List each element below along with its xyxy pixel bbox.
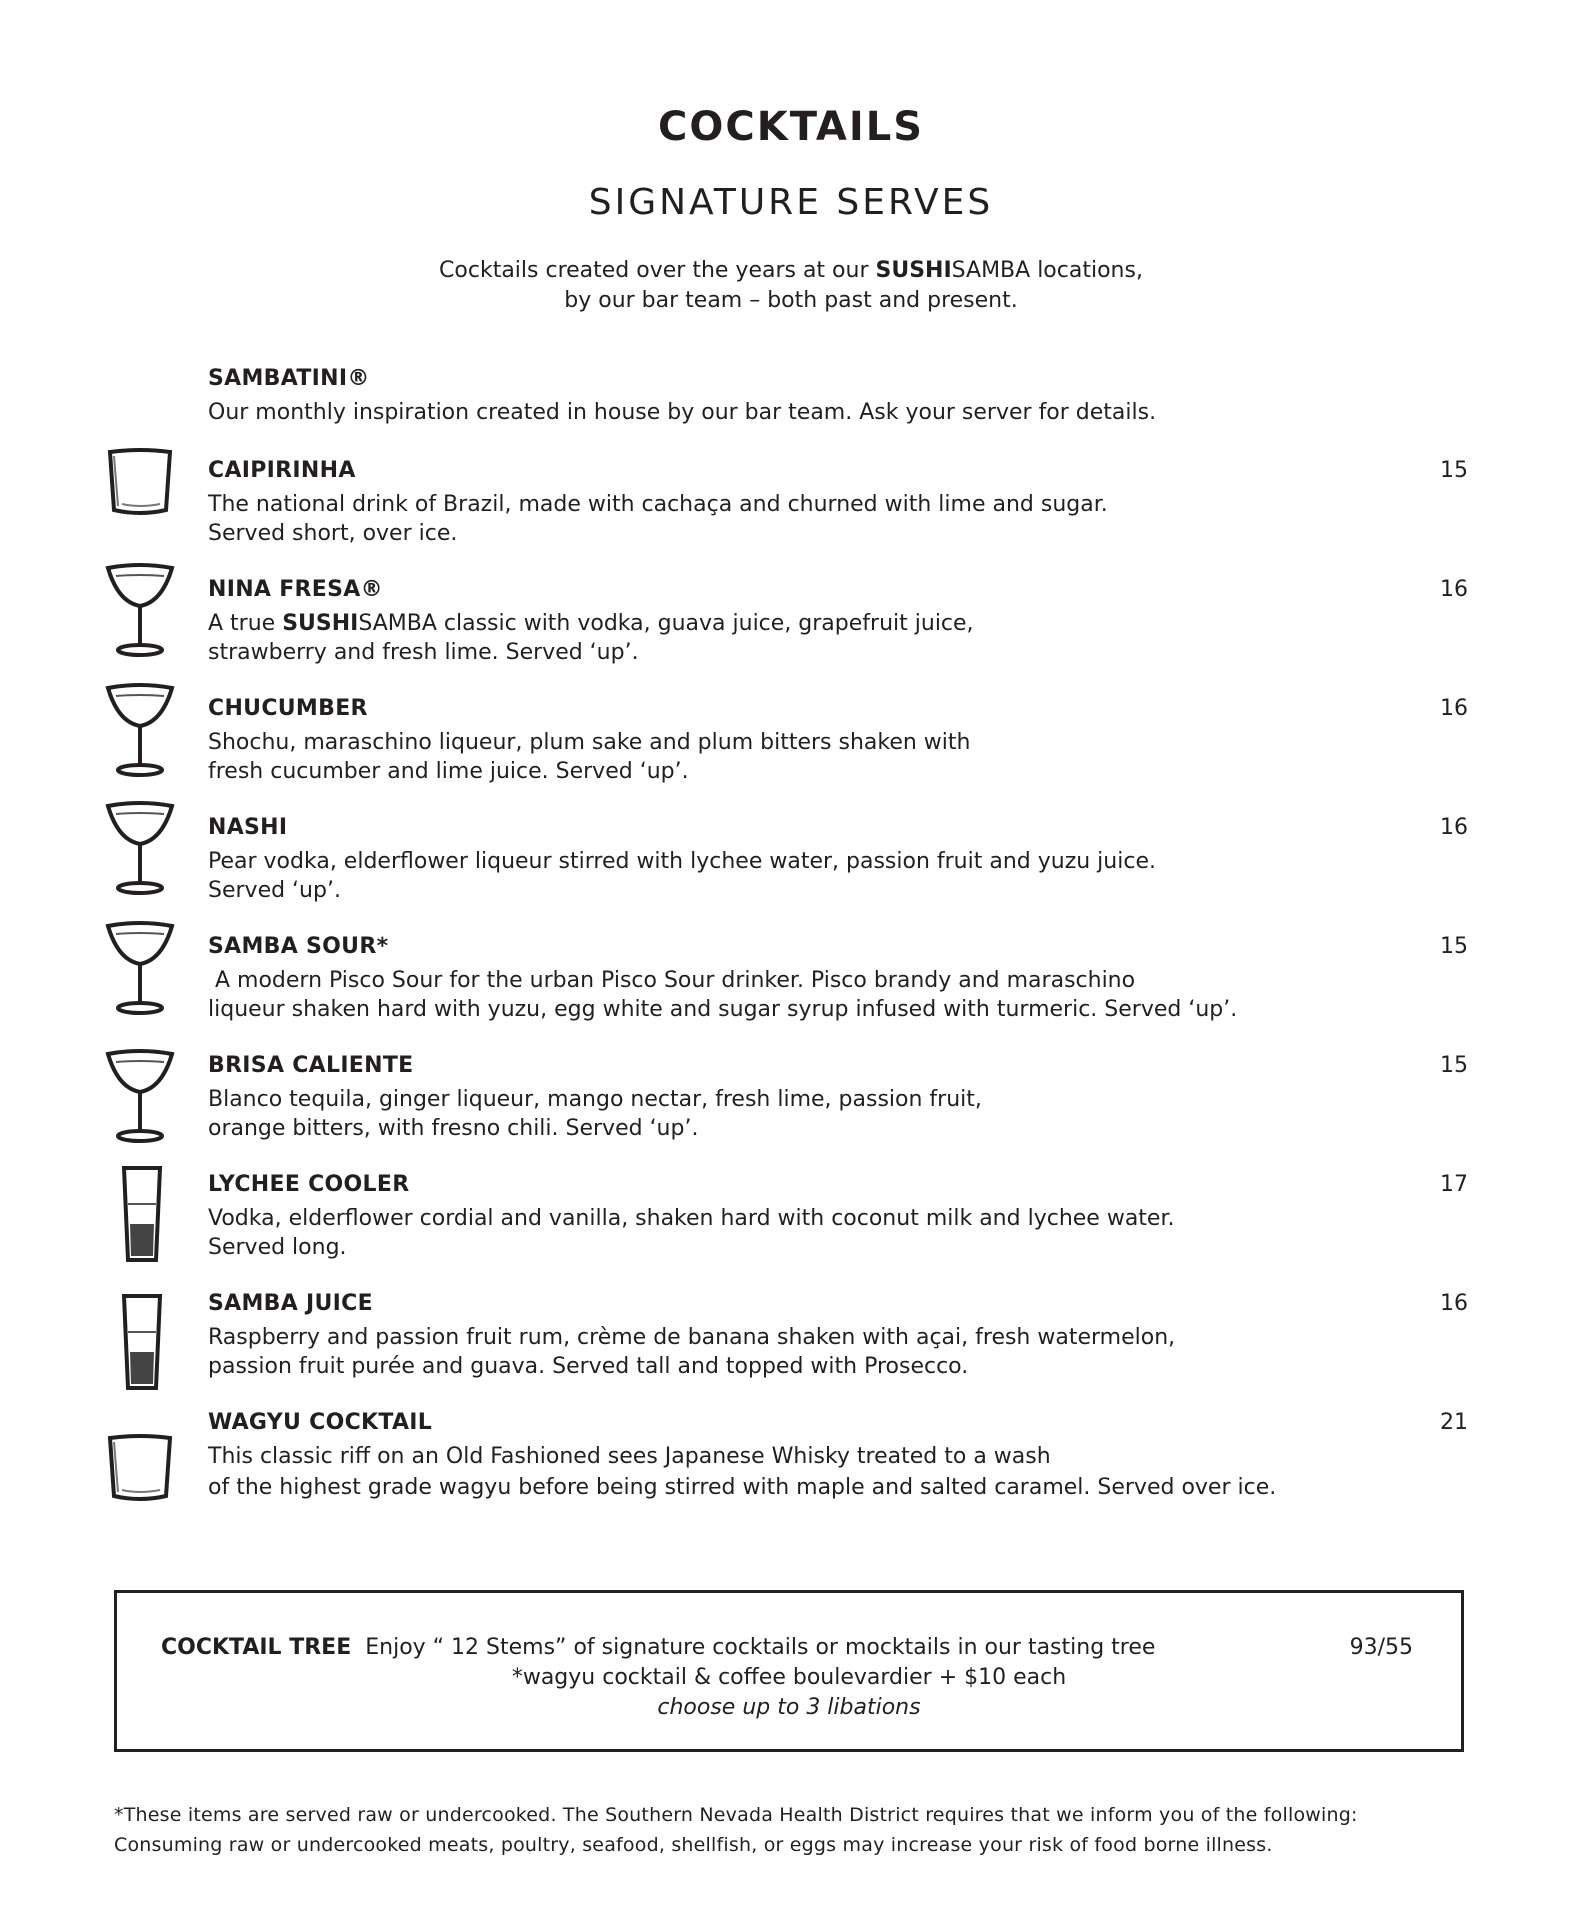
- item-description: [208, 847, 1468, 905]
- item-desc-line: Pear vodka, elderflower liqueur stirred with lychee water, passion fruit and yuzu juice.: [208, 849, 1156, 874]
- item-desc-line: Served long.: [208, 1235, 347, 1260]
- item-desc-line: Served ‘up’.: [208, 878, 341, 903]
- rocks-glass-icon: [104, 1432, 176, 1504]
- highball-glass-icon: [118, 1292, 166, 1392]
- desc-brand-bold: SUSHI: [282, 611, 359, 636]
- menu-item-sambatini: [208, 364, 1468, 427]
- item-desc-line: Vodka, elderflower cordial and vanilla, shaken hard with coconut milk and lychee water.: [208, 1206, 1175, 1231]
- item-description: [208, 728, 1468, 786]
- item-name: SAMBA JUICE: [208, 1291, 373, 1316]
- item-name: SAMBATINI®: [208, 366, 370, 391]
- desc-post: SAMBA classic with vodka, guava juice, grapefruit juice,: [358, 611, 974, 636]
- cocktail-tree-italic-note: choose up to 3 libations: [657, 1695, 921, 1720]
- coupe-glass-icon: [104, 920, 176, 1016]
- menu-item-caipirinha: [208, 456, 1468, 548]
- item-name: WAGYU COCKTAIL: [208, 1410, 433, 1435]
- menu-item-wagyu-cocktail: [208, 1408, 1468, 1502]
- item-description: [208, 609, 1468, 667]
- item-desc-line: Blanco tequila, ginger liqueur, mango nectar, fresh lime, passion fruit,: [208, 1087, 982, 1112]
- item-desc-line: The national drink of Brazil, made with cachaça and churned with lime and sugar.: [208, 492, 1108, 517]
- intro-line1-post: SAMBA locations,: [951, 258, 1143, 283]
- item-price: 16: [1440, 1291, 1468, 1316]
- item-desc-line: Shochu, maraschino liqueur, plum sake and plum bitters shaken with: [208, 730, 971, 755]
- item-description: [208, 1442, 1468, 1502]
- item-desc-line: Our monthly inspiration created in house by our bar team. Ask your server for details.: [208, 400, 1157, 425]
- item-desc-line: liqueur shaken hard with yuzu, egg white and sugar syrup infused with turmeric. Served ‘up’.: [208, 997, 1238, 1022]
- item-name: CHUCUMBER: [208, 696, 368, 721]
- menu-item-samba-sour: [208, 932, 1468, 1024]
- item-name: LYCHEE COOLER: [208, 1172, 410, 1197]
- menu-item-nashi: [208, 813, 1468, 905]
- item-desc-line: Served short, over ice.: [208, 521, 458, 546]
- item-price: 16: [1440, 815, 1468, 840]
- footnote-line2: Consuming raw or undercooked meats, poultry, seafood, shellfish, or eggs may increase your risk of food borne illness.: [114, 1834, 1273, 1856]
- menu-item-brisa-caliente: [208, 1051, 1468, 1143]
- menu-item-chucumber: [208, 694, 1468, 786]
- page-title: COCKTAILS: [657, 104, 925, 150]
- footnote-line1: *These items are served raw or undercooked. The Southern Nevada Health District requires that we inform you of the following:: [114, 1804, 1358, 1826]
- intro-line2: by our bar team – both past and present.: [564, 288, 1018, 313]
- item-price: 17: [1440, 1172, 1468, 1197]
- item-price: 21: [1440, 1410, 1468, 1435]
- cocktail-tree-label: COCKTAIL TREE: [161, 1635, 352, 1660]
- highball-glass-icon: [118, 1164, 166, 1264]
- intro-brand-bold: SUSHI: [875, 258, 952, 283]
- item-name: NASHI: [208, 815, 288, 840]
- item-name: CAIPIRINHA: [208, 458, 356, 483]
- cocktail-tree-text: Enjoy “ 12 Stems” of signature cocktails or mocktails in our tasting tree: [365, 1635, 1156, 1660]
- item-description: [208, 398, 1468, 427]
- item-desc-line: of the highest grade wagyu before being stirred with maple and salted caramel. Served over ice.: [208, 1475, 1277, 1500]
- item-description: [208, 966, 1468, 1024]
- item-desc-line: orange bitters, with fresno chili. Served ‘up’.: [208, 1116, 699, 1141]
- item-price: 15: [1440, 1053, 1468, 1078]
- menu-item-lychee-cooler: [208, 1170, 1468, 1262]
- desc-pre: A true: [208, 611, 283, 636]
- page-subtitle: SIGNATURE SERVES: [588, 182, 994, 223]
- health-disclaimer: [114, 1800, 1494, 1860]
- item-name: BRISA CALIENTE: [208, 1053, 414, 1078]
- cocktail-tree-box: [114, 1590, 1464, 1752]
- intro-text: [0, 256, 1582, 316]
- coupe-glass-icon: [104, 800, 176, 896]
- cocktail-tree-price: 93/55: [1349, 1635, 1413, 1660]
- item-desc-line: This classic riff on an Old Fashioned sees Japanese Whisky treated to a wash: [208, 1444, 1051, 1469]
- item-desc-line: passion fruit purée and guava. Served tall and topped with Prosecco.: [208, 1354, 969, 1379]
- item-price: 15: [1440, 458, 1468, 483]
- item-price: 16: [1440, 696, 1468, 721]
- intro-line1-pre: Cocktails created over the years at our: [439, 258, 876, 283]
- coupe-glass-icon: [104, 1048, 176, 1144]
- item-desc-line: [208, 609, 1468, 638]
- item-desc-line: A modern Pisco Sour for the urban Pisco Sour drinker. Pisco brandy and maraschino: [208, 968, 1136, 993]
- item-desc-line: Raspberry and passion fruit rum, crème de banana shaken with açai, fresh watermelon,: [208, 1325, 1176, 1350]
- menu-item-nina-fresa: [208, 575, 1468, 667]
- item-price: 16: [1440, 577, 1468, 602]
- item-description: [208, 490, 1468, 548]
- coupe-glass-icon: [104, 562, 176, 658]
- item-desc-line: fresh cucumber and lime juice. Served ‘up’.: [208, 759, 689, 784]
- item-name: NINA FRESA®: [208, 577, 383, 602]
- coupe-glass-icon: [104, 682, 176, 778]
- item-description: [208, 1085, 1468, 1143]
- item-description: [208, 1323, 1468, 1381]
- item-desc-line: strawberry and fresh lime. Served ‘up’.: [208, 640, 639, 665]
- item-price: 15: [1440, 934, 1468, 959]
- menu-item-samba-juice: [208, 1289, 1468, 1381]
- cocktail-tree-line: [161, 1633, 1155, 1663]
- rocks-glass-icon: [104, 446, 176, 518]
- item-description: [208, 1204, 1468, 1262]
- item-name: SAMBA SOUR*: [208, 934, 389, 959]
- cocktail-tree-note: *wagyu cocktail & coffee boulevardier + $10 each: [511, 1665, 1067, 1690]
